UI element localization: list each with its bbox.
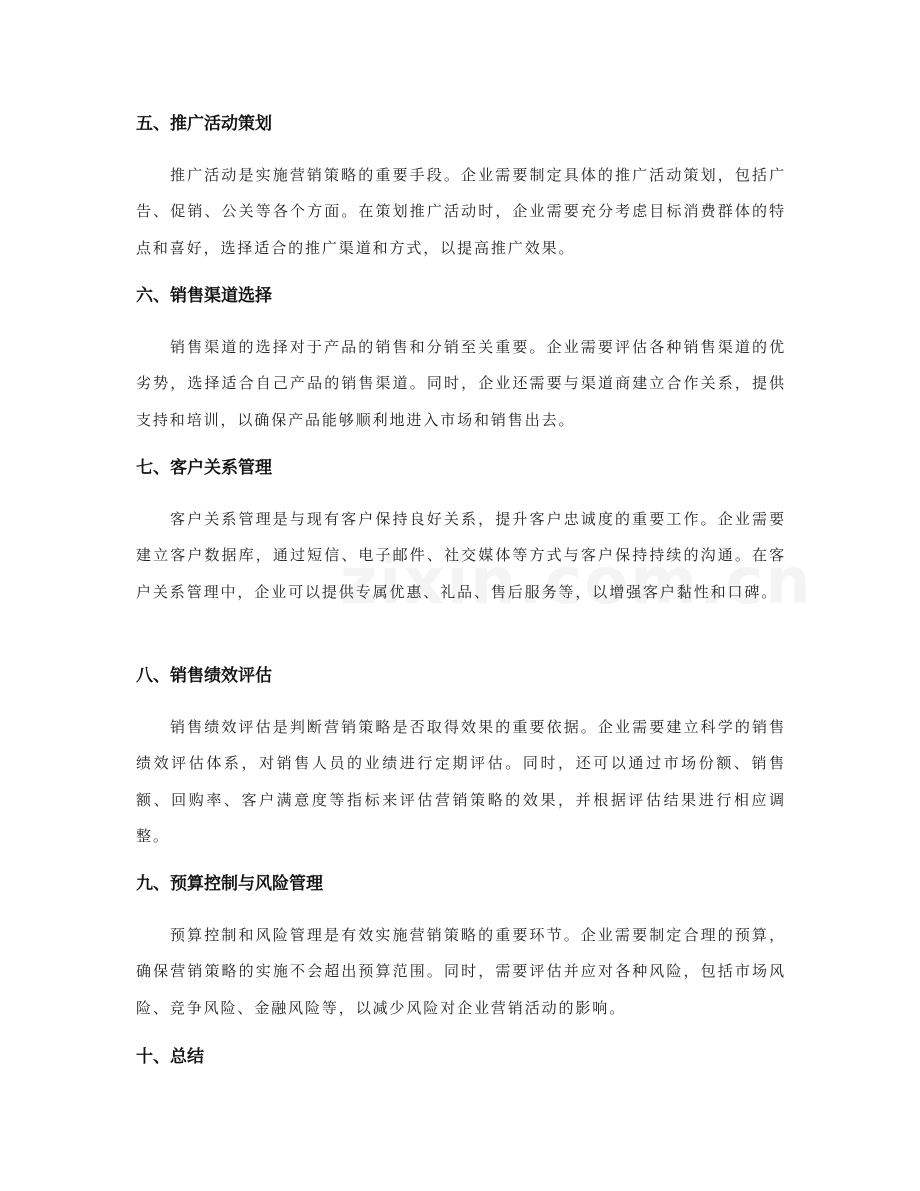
section-heading: 七、客户关系管理 [136, 458, 272, 478]
section-paragraph: 预算控制和风险管理是有效实施营销策略的重要环节。企业需要制定合理的预算，确保营销策略的实施不会超出预算范围。同时，需要评估并应对各种风险，包括市场风险、竞争风险、金融风险等，以减少风险对企业营销活动的影响。 [136, 926, 786, 1017]
section-paragraph: 销售渠道的选择对于产品的销售和分销至关重要。企业需要评估各种销售渠道的优劣势，选择适合自己产品的销售渠道。同时，企业还需要与渠道商建立合作关系，提供支持和培训，以确保产品能够顺利地进入市场和销售出去。 [136, 338, 786, 429]
section-customer-relationship-management [136, 456, 786, 610]
section-sales-performance-evaluation [136, 664, 786, 854]
section-heading: 六、销售渠道选择 [136, 286, 272, 306]
section-paragraph: 客户关系管理是与现有客户保持良好关系，提升客户忠诚度的重要工作。企业需要建立客户数据库，通过短信、电子邮件、社交媒体等方式与客户保持持续的沟通。在客户关系管理中，企业可以提供专属优惠、礼品、售后服务等，以增强客户黏性和口碑。 [136, 510, 786, 601]
section-paragraph: 推广活动是实施营销策略的重要手段。企业需要制定具体的推广活动策划，包括广告、促销、公关等各个方面。在策划推广活动时，企业需要充分考虑目标消费群体的特点和喜好，选择适合的推广渠道和方式，以提高推广效果。 [136, 166, 786, 257]
section-heading: 五、推广活动策划 [136, 114, 272, 134]
section-paragraph: 销售绩效评估是判断营销策略是否取得效果的重要依据。企业需要建立科学的销售绩效评估体系，对销售人员的业绩进行定期评估。同时，还可以通过市场份额、销售额、回购率、客户满意度等指标来评估营销策略的效果，并根据评估结果进行相应调整。 [136, 718, 786, 845]
section-summary [136, 1045, 786, 1069]
section-heading: 八、销售绩效评估 [136, 666, 272, 686]
section-heading: 十、总结 [136, 1047, 204, 1067]
section-heading: 九、预算控制与风险管理 [136, 874, 323, 894]
section-promotion-planning [136, 112, 786, 266]
section-sales-channel-selection [136, 284, 786, 438]
section-budget-and-risk-management [136, 872, 786, 1026]
